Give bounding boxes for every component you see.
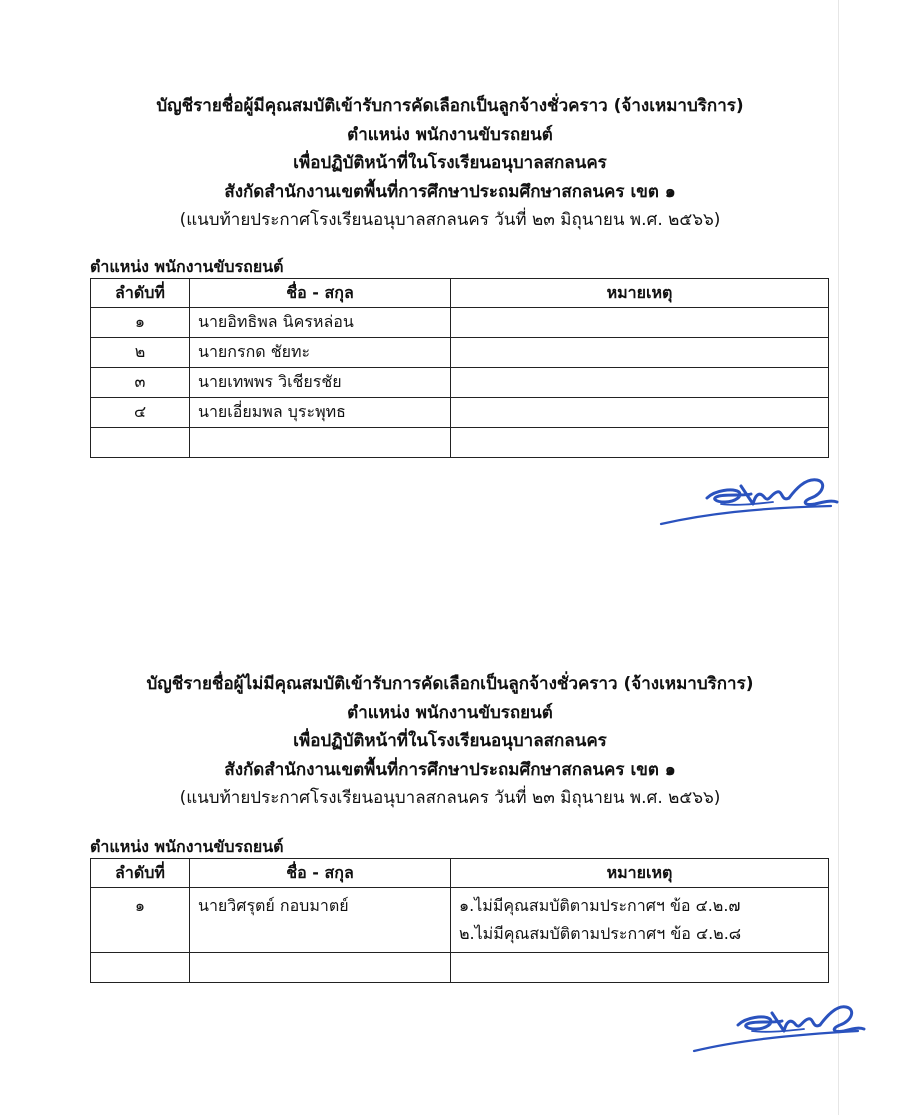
qualified-section	[0, 92, 900, 421]
position-label: ตำแหน่ง พนักงานขับรถยนต์	[90, 837, 284, 856]
row-name	[190, 428, 451, 458]
heading-position: ตำแหน่ง พนักงานขับรถยนต์	[347, 702, 553, 723]
header-order: ลำดับที่	[91, 859, 190, 888]
row-remark	[451, 428, 829, 458]
row-remark	[451, 368, 829, 398]
row-number: ๒	[91, 338, 190, 368]
heading-title: บัญชีรายชื่อผู้มีคุณสมบัติเข้ารับการคัดเลือกเป็นลูกจ้างชั่วคราว (จ้างเหมาบริการ)	[156, 96, 744, 116]
row-number: ๑	[91, 888, 190, 953]
row-name: นายกรกด ชัยทะ	[190, 338, 451, 368]
table-row	[91, 368, 829, 398]
signature-icon	[690, 995, 870, 1057]
table-row	[91, 398, 829, 428]
table-row	[91, 888, 829, 953]
position-label: ตำแหน่ง พนักงานขับรถยนต์	[90, 257, 284, 276]
row-number: ๓	[91, 368, 190, 398]
heading-purpose: เพื่อปฏิบัติหน้าที่ในโรงเรียนอนุบาลสกลนคร	[293, 731, 607, 751]
heading-attachment-note: (แนบท้ายประกาศโรงเรียนอนุบาลสกลนคร วันที่ ๒๓ มิถุนายน พ.ศ. ๒๕๖๖)	[179, 210, 721, 230]
header-name: ชื่อ - สกุล	[190, 859, 451, 888]
row-number: ๑	[91, 308, 190, 338]
row-remark	[451, 953, 829, 983]
header-remarks: หมายเหตุ	[451, 859, 829, 888]
signature-icon	[655, 468, 845, 530]
table-row-empty	[91, 953, 829, 983]
row-name: นายเอี่ยมพล บุระพุทธ	[190, 398, 451, 428]
header-name: ชื่อ - สกุล	[190, 279, 451, 308]
row-number	[91, 428, 190, 458]
table-row-empty	[91, 428, 829, 458]
row-name: นายวิศรุตย์ กอบมาตย์	[190, 888, 451, 953]
section-heading	[0, 92, 900, 235]
row-name: นายอิทธิพล นิครหล่อน	[190, 308, 451, 338]
row-remark	[451, 308, 829, 338]
row-number: ๔	[91, 398, 190, 428]
heading-affiliation: สังกัดสำนักงานเขตพื้นที่การศึกษาประถมศึกษาสกลนคร เขต ๑	[224, 181, 676, 202]
unqualified-section	[0, 670, 900, 943]
row-number	[91, 953, 190, 983]
table-header-row	[91, 859, 829, 888]
row-remark	[451, 888, 829, 953]
table-header-row	[91, 279, 829, 308]
heading-position: ตำแหน่ง พนักงานขับรถยนต์	[347, 124, 553, 145]
heading-title: บัญชีรายชื่อผู้ไม่มีคุณสมบัติเข้ารับการคัดเลือกเป็นลูกจ้างชั่วคราว (จ้างเหมาบริการ)	[146, 674, 754, 694]
remark-line: ๒.ไม่มีคุณสมบัติตามประกาศฯ ข้อ ๔.๒.๘	[459, 924, 742, 943]
unqualified-table	[90, 858, 829, 983]
table-row	[91, 308, 829, 338]
qualified-table	[90, 278, 829, 458]
heading-affiliation: สังกัดสำนักงานเขตพื้นที่การศึกษาประถมศึกษาสกลนคร เขต ๑	[224, 759, 676, 780]
heading-purpose: เพื่อปฏิบัติหน้าที่ในโรงเรียนอนุบาลสกลนคร	[293, 153, 607, 173]
heading-attachment-note: (แนบท้ายประกาศโรงเรียนอนุบาลสกลนคร วันที่ ๒๓ มิถุนายน พ.ศ. ๒๕๖๖)	[179, 788, 721, 808]
row-remark	[451, 338, 829, 368]
row-name	[190, 953, 451, 983]
header-remarks: หมายเหตุ	[451, 279, 829, 308]
remark-line: ๑.ไม่มีคุณสมบัติตามประกาศฯ ข้อ ๔.๒.๗	[459, 896, 741, 915]
header-order: ลำดับที่	[91, 279, 190, 308]
section-heading	[0, 670, 900, 813]
row-name: นายเทพพร วิเชียรชัย	[190, 368, 451, 398]
row-remark	[451, 398, 829, 428]
table-row	[91, 338, 829, 368]
